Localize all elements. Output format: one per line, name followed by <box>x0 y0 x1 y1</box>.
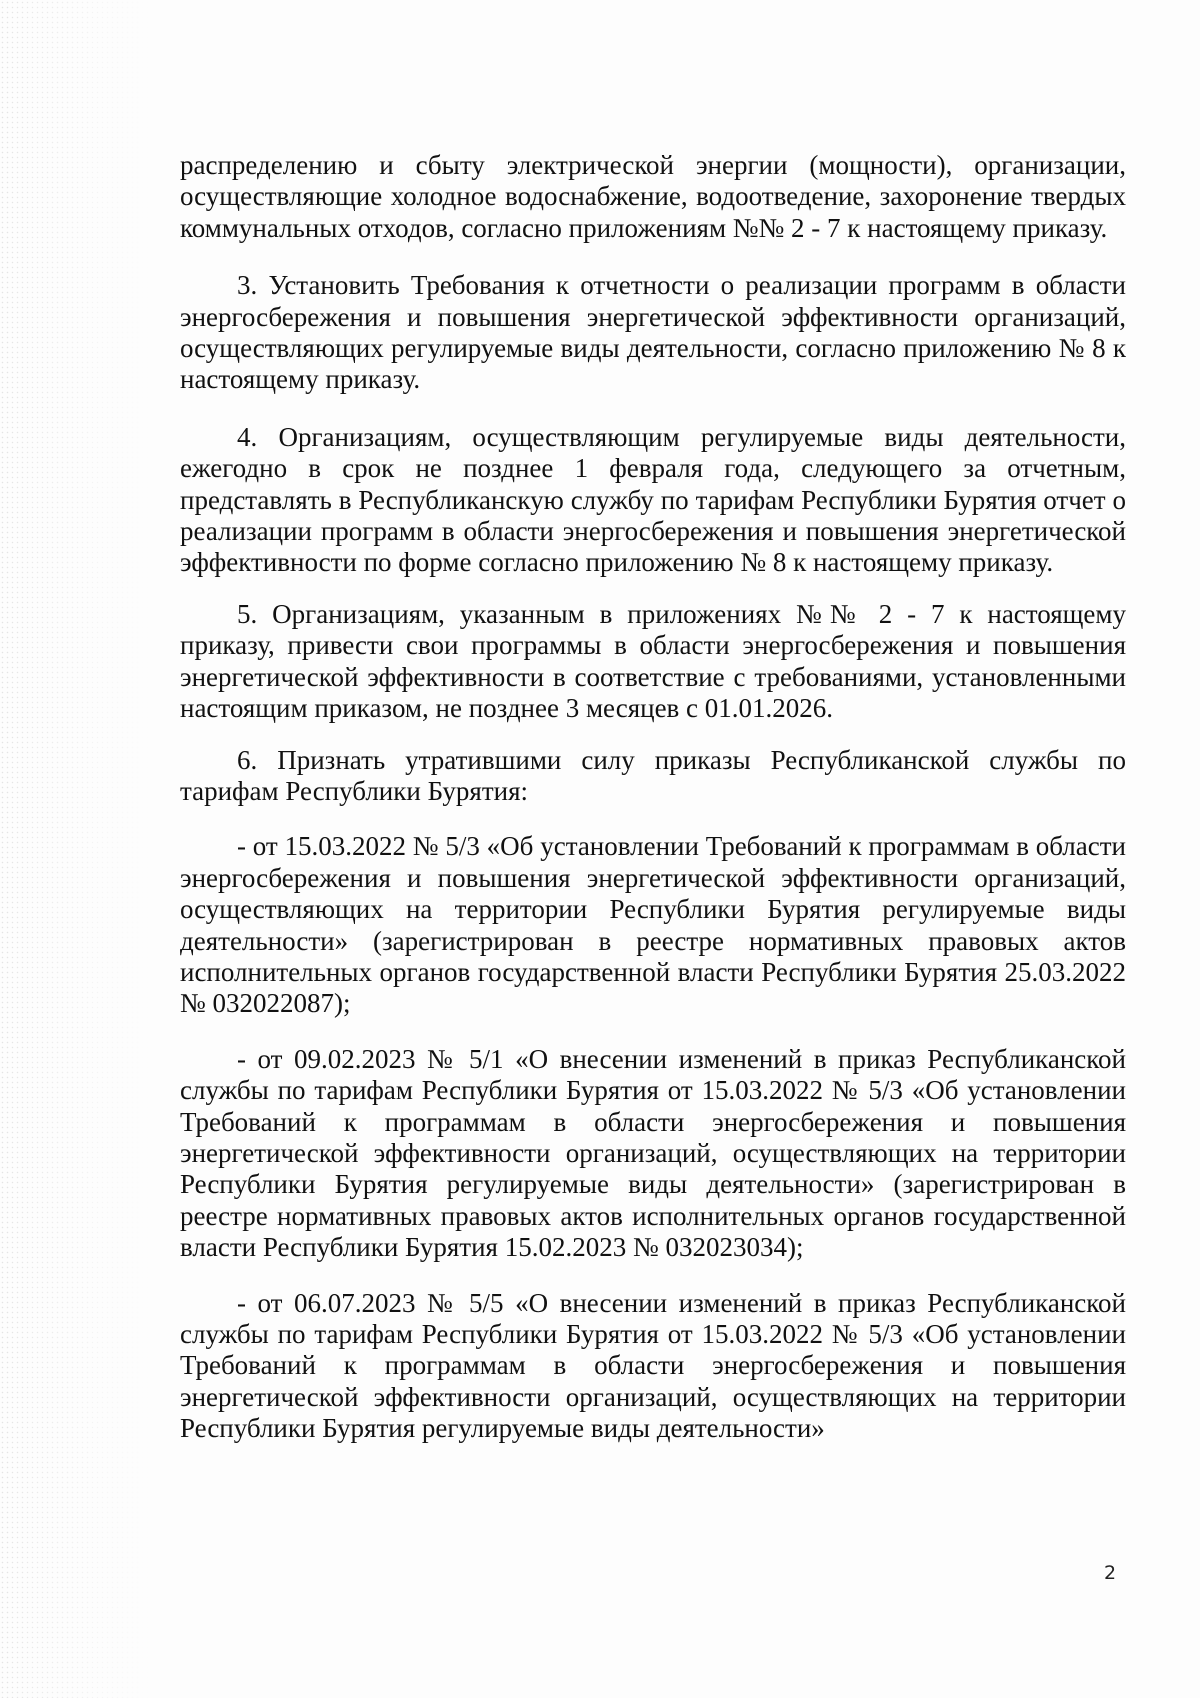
repealed-order-3: - от 06.07.2023 № 5/5 «О внесении изменений в приказ Республиканской службы по тарифам Республики Бурятия от 15.03.2022 № 5/3 «Об установлении Требований к программам в области энергосбережения и повышения энергетической эффективности организаций, осуществляющих на территории Республики Бурятия регулируемые виды деятельности» <box>180 1287 1126 1444</box>
paragraph-item-5: 5. Организациям, указанным в приложениях №№ 2 - 7 к настоящему приказу, привести свои программы в области энергосбережения и повышения энергетической эффективности в соответствие с требованиями, установленными настоящим приказом, не позднее 3 месяцев с 01.01.2026. <box>180 598 1126 724</box>
paragraph-item-4: 4. Организациям, осуществляющим регулируемые виды деятельности, ежегодно в срок не позднее 1 февраля года, следующего за отчетным, представлять в Республиканскую службу по тарифам Республики Бурятия отчет о реализации программ в области энергосбережения и повышения энергетической эффективности по форме согласно приложению № 8 к настоящему приказу. <box>180 421 1126 578</box>
paragraph-item-6: 6. Признать утратившими силу приказы Республиканской службы по тарифам Республики Бурятия: <box>180 744 1126 806</box>
scan-noise-edge <box>0 0 150 1698</box>
paragraph-continuation: распределению и сбыту электрической энергии (мощности), организации, осуществляющие холодное водоснабжение, водоотведение, захоронение твердых коммунальных отходов, согласно приложениям №№ 2 - 7 к настоящему приказу. <box>180 150 1126 243</box>
repealed-order-2: - от 09.02.2023 № 5/1 «О внесении изменений в приказ Республиканской службы по тарифам Республики Бурятия от 15.03.2022 № 5/3 «Об установлении Требований к программам в области энергосбережения и повышения энергетической эффективности организаций, осуществляющих на территории Республики Бурятия регулируемые виды деятельности» (зарегистрирован в реестре нормативных правовых актов исполнительных органов государственной власти Республики Бурятия 15.02.2023 № 032023034); <box>180 1043 1126 1263</box>
repealed-order-1: - от 15.03.2022 № 5/3 «Об установлении Требований к программам в области энергосбережения и повышения энергетической эффективности организаций, осуществляющих на территории Республики Бурятия регулируемые виды деятельности» (зарегистрирован в реестре нормативных правовых актов исполнительных органов государственной власти Республики Бурятия 25.03.2022 № 032022087); <box>180 831 1126 1019</box>
page-number: 2 <box>1104 1562 1117 1584</box>
document-body <box>180 150 1126 1445</box>
paragraph-item-3: 3. Установить Требования к отчетности о реализации программ в области энергосбережения и повышения энергетической эффективности организаций, осуществляющих регулируемые виды деятельности, согласно приложению № 8 к настоящему приказу. <box>180 270 1126 395</box>
